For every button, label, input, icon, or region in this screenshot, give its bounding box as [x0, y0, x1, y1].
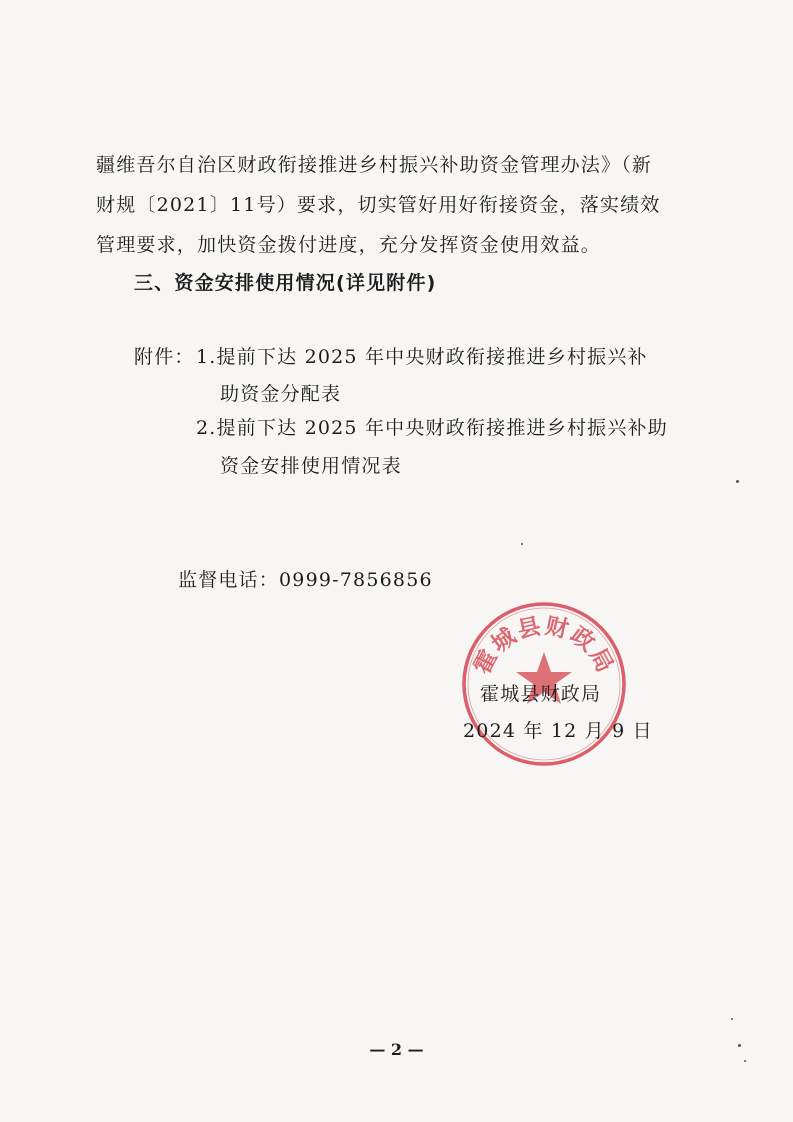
signature-org: 霍城县财政局: [480, 683, 602, 705]
attachments-label: 附件：: [134, 346, 195, 368]
paragraph-line-1: 疆维吾尔自治区财政衔接推进乡村振兴补助资金管理办法》（新: [96, 154, 653, 176]
section-heading-3: 三、资金安排使用情况(详见附件): [134, 272, 437, 294]
scan-speck: [736, 480, 739, 483]
supervision-phone: 监督电话：0999-7856856: [178, 569, 433, 591]
attachment-1-line-1: 1.提前下达 2025 年中央财政衔接推进乡村振兴补: [196, 346, 648, 368]
paragraph-line-2: 财规〔2021〕11号）要求，切实管好用好衔接资金，落实绩效: [96, 194, 661, 216]
scan-speck: [738, 1044, 741, 1047]
signature-date: 2024 年 12 月 9 日: [463, 720, 653, 742]
attachment-2-line-2: 资金安排使用情况表: [220, 455, 402, 477]
attachment-1-line-2: 助资金分配表: [220, 383, 342, 405]
seal-text: 霍城县财政局: [469, 613, 619, 679]
scan-speck: [731, 1018, 733, 1020]
scan-speck: [744, 1060, 746, 1062]
attachment-2-line-1: 2.提前下达 2025 年中央财政衔接推进乡村振兴补助: [196, 417, 668, 439]
paragraph-line-3: 管理要求，加快资金拨付进度，充分发挥资金使用效益。: [96, 234, 602, 256]
scan-speck: [521, 543, 523, 545]
page-number: — 2 —: [369, 1040, 424, 1059]
